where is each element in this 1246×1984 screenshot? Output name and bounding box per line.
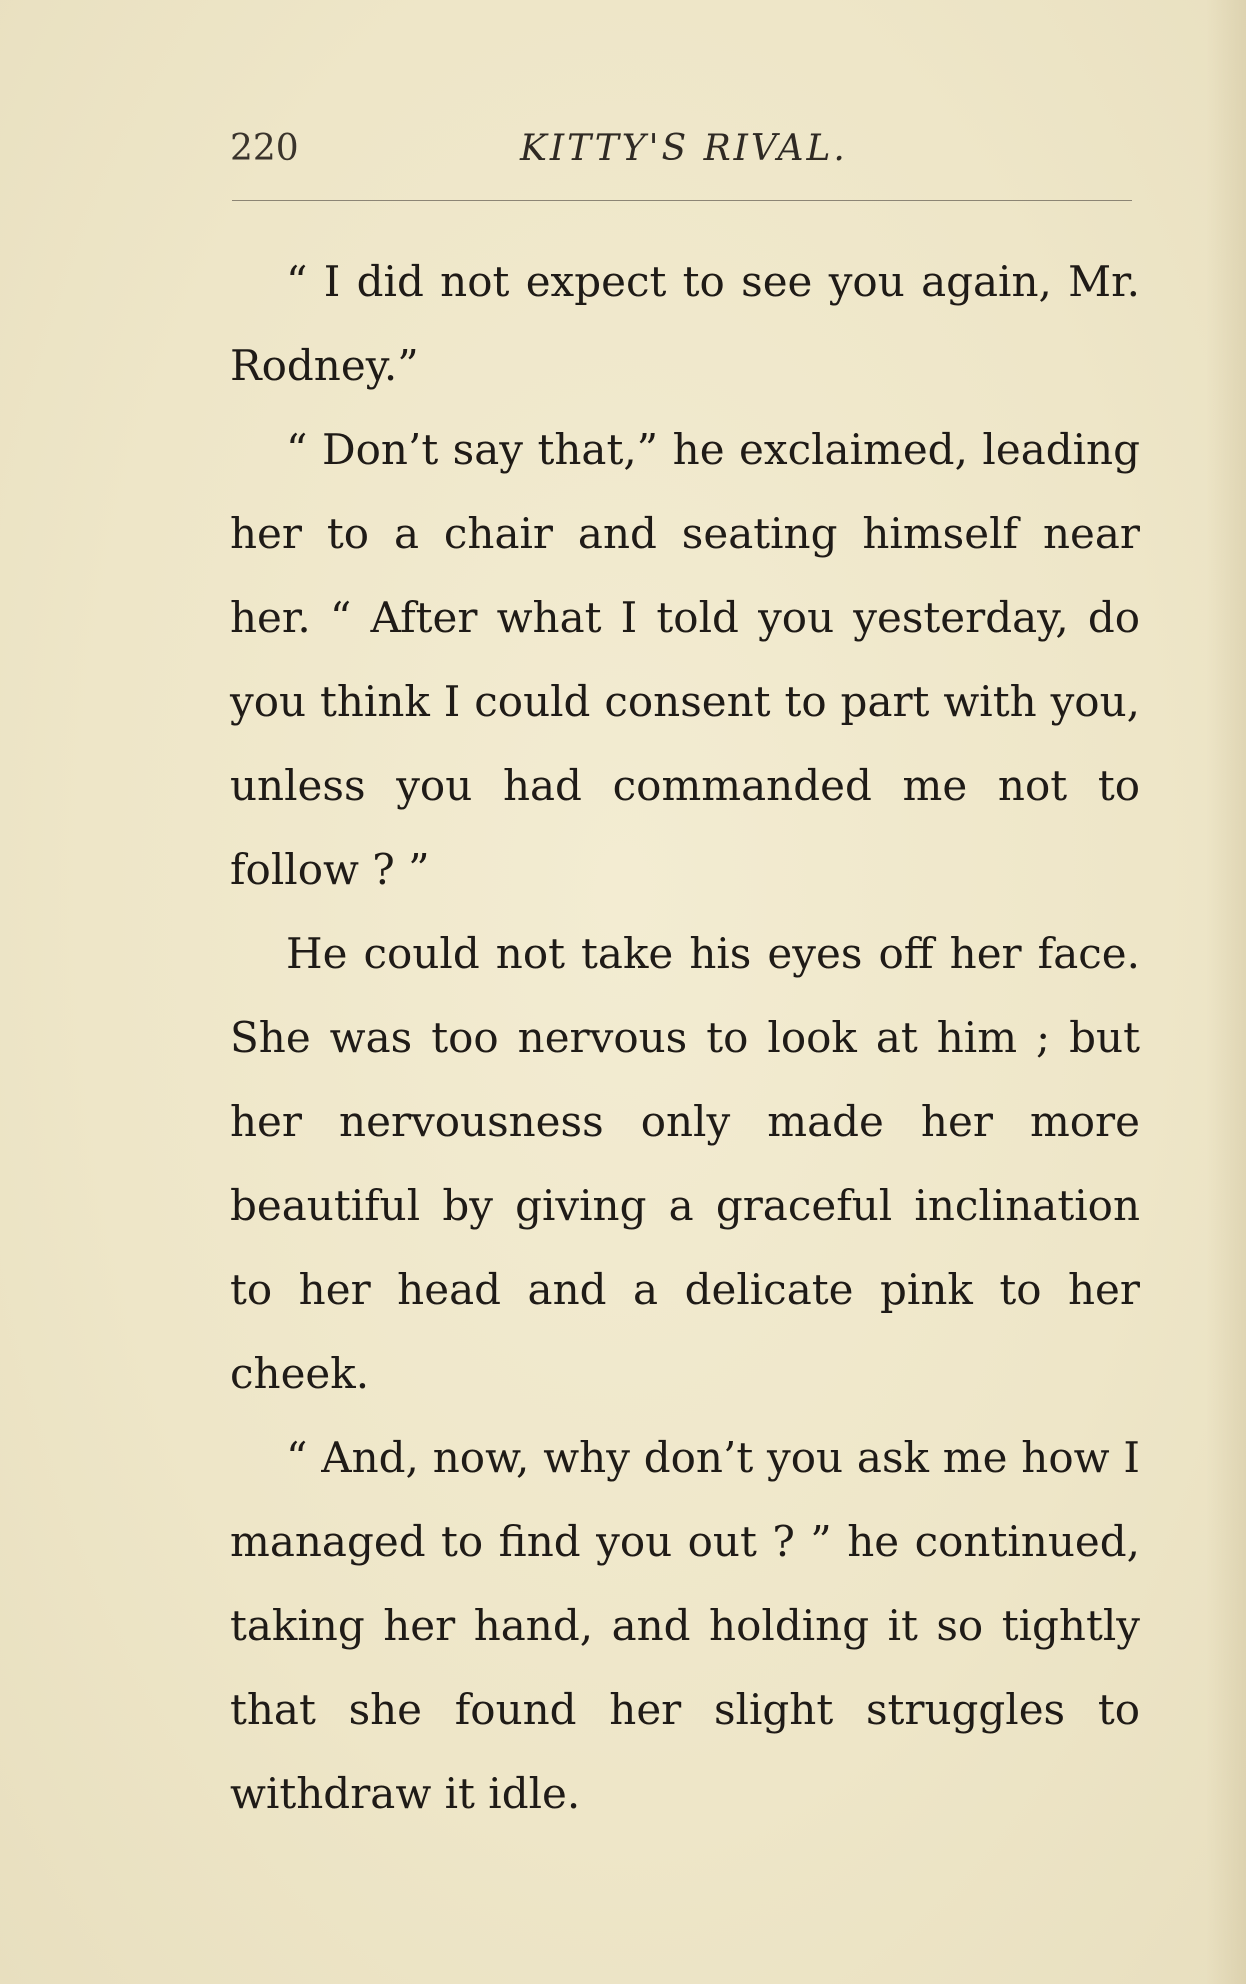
page-number: 220 [230, 128, 299, 169]
paragraph: He could not take his eyes off her face. She was too nervous to look at him ; but her nervousness only made her more beautiful by giving a graceful inclination to her head and a delicate pink to her cheek. [230, 929, 1140, 1398]
paragraph: “ And, now, why don’t you ask me how I managed to find you out ? ” he continued, taking her hand, and holding it so tightly that she found her slight struggles to withdraw it idle. [230, 1433, 1140, 1818]
header-rule [232, 200, 1132, 201]
body-text [230, 240, 1140, 1836]
page-header [230, 128, 1140, 178]
paragraph: “ Don’t say that,” he exclaimed, leading her to a chair and seating himself near her. “ After what I told you yesterday, do you think I could consent to part with you, unless you had commanded me not to follow ? ” [230, 425, 1140, 894]
page-edge-shadow [1206, 0, 1246, 1984]
running-title: KITTY'S RIVAL. [520, 128, 848, 169]
paragraph: “ I did not expect to see you again, Mr. Rodney.” [230, 257, 1140, 390]
